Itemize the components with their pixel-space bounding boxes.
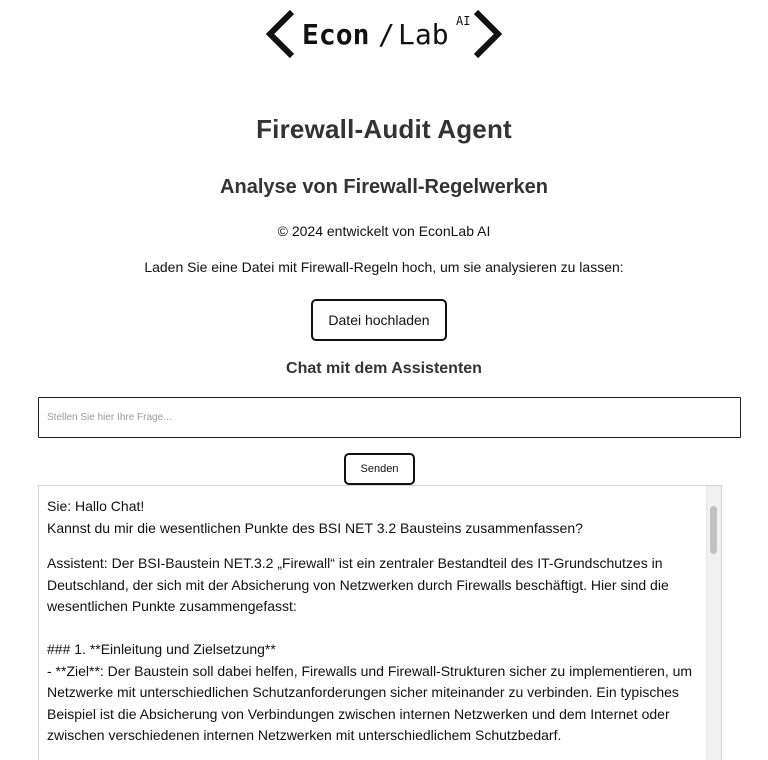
logo-word-econ: Econ [302,18,370,51]
chat-message-line: Kannst du mir die wesentlichen Punkte des BSI NET 3.2 Bausteins zusammenfassen? [47,519,583,536]
logo-left-bracket-icon [270,12,292,56]
chat-message-line: Sie: Hallo Chat! [47,498,145,514]
econlab-logo [0,8,768,62]
copyright-text: © 2024 entwickelt von EconLab AI [277,223,491,239]
chat-message [47,553,697,747]
chat-log[interactable] [38,485,722,760]
chat-message-line: Netzwerke mit unterschiedlichen Schutzanforderungen sicher miteinander zu verbinden. Ein typisches [47,684,679,700]
page-title: Firewall-Audit Agent [256,114,512,144]
chat-message [47,496,697,539]
chat-question-input[interactable] [38,397,741,438]
page-subtitle: Analyse von Firewall-Regelwerken [220,176,548,198]
chat-message-blank-line [47,618,697,640]
chat-message-line: zwischen verschiedenen internen Netzwerken mit unterschiedlichem Schutzbedarf. [47,727,562,743]
logo-ai-superscript: AI [456,14,471,28]
logo-word-lab: Lab [398,18,449,51]
logo-slash: / [378,18,395,51]
send-button[interactable]: Senden [344,453,415,485]
chat-heading: Chat mit dem Assistenten [286,360,482,377]
logo-right-bracket-icon [476,12,498,56]
upload-file-button[interactable]: Datei hochladen [311,299,447,341]
chat-message-line: - **Ziel**: Der Baustein soll dabei helfen, Firewalls und Firewall-Strukturen sicher zu implementieren, um [47,662,693,679]
chat-message-line: ### 1. **Einleitung und Zielsetzung** [47,641,276,657]
upload-instruction: Laden Sie eine Datei mit Firewall-Regeln hoch, um sie analysieren zu lassen: [144,259,624,275]
chat-message-line: Beispiel ist die Absicherung von Verbindungen zwischen internen Netzwerken und dem Internet oder [47,705,670,722]
chat-message-line: Deutschland, der sich mit der Absicherung von Netzwerken durch Firewalls beschäftigt. Hier sind die [47,576,669,593]
chat-message-line: wesentlichen Punkte zusammengefasst: [47,598,297,614]
chat-message-line: Assistent: Der BSI-Baustein NET.3.2 „Firewall“ ist ein zentraler Bestandteil des IT-Grundschutzes in [47,555,663,571]
chat-scrollbar-thumb[interactable] [710,506,717,554]
logo-graphic [264,8,504,62]
chat-messages [47,496,697,760]
chat-scrollbar[interactable] [706,486,721,760]
